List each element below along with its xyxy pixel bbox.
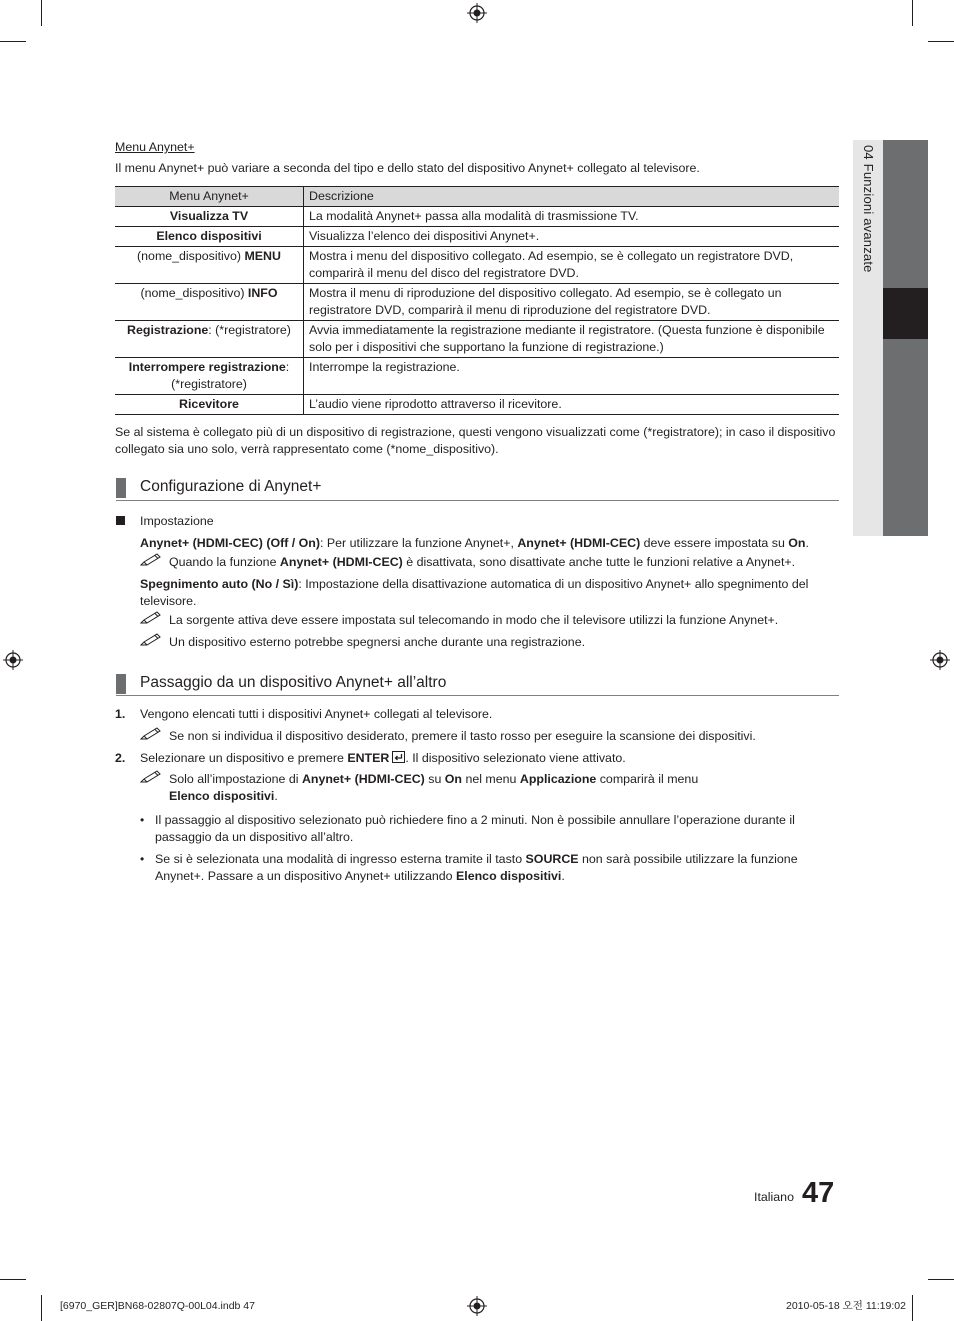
crop-mark: [928, 41, 954, 42]
note-scansione: Se non si individua il dispositivo desiderato, premere il tasto rosso per eseguire la scansione dei dispositivi.: [169, 729, 756, 743]
section-divider: [116, 695, 839, 696]
chapter-tab-block: [883, 140, 928, 288]
table-cell-description: Avvia immediatamente la registrazione mediante il registratore. (Questa funzione è disponibile solo per i dispositivi che supportano la funzione di registrazione.): [304, 321, 840, 358]
crop-mark: [928, 1279, 954, 1280]
recorder-note-paragraph: Se al sistema è collegato più di un dispositivo di registrazione, questi vengono visualizzati come (*registratore); in caso il dispositivo collegato sia uno solo, verrà rappresentato come (*nome_dispositivo).: [115, 425, 836, 456]
section-title-configurazione: Configurazione di Anynet+: [140, 478, 322, 495]
section-title-passaggio: Passaggio da un dispositivo Anynet+ all’altro: [140, 674, 447, 691]
bullet-passaggio-tempo: Il passaggio al dispositivo selezionato può richiedere fino a 2 minuti. Non è possibile annullare l’operazione durante il passaggio da un dispositivo all’altro.: [155, 813, 795, 844]
menu-anynet-heading: Menu Anynet+: [115, 140, 195, 154]
crop-mark: [912, 1295, 913, 1321]
registration-mark-icon: [3, 650, 23, 670]
table-cell-menu: Registrazione: (*registratore): [115, 321, 304, 358]
table-cell-menu: (nome_dispositivo) INFO: [115, 284, 304, 321]
table-cell-menu: Interrompere registrazione: (*registratore): [115, 358, 304, 395]
note-pencil-icon: [140, 770, 162, 784]
step-number: 2.: [115, 751, 126, 765]
note-pencil-icon: [140, 633, 162, 647]
registration-mark-icon: [467, 1296, 487, 1316]
table-header-cell: Menu Anynet+: [115, 187, 304, 207]
round-bullet-icon: •: [140, 852, 145, 866]
bullet-source: Se si è selezionata una modalità di ingresso esterna tramite il tasto SOURCE non sarà possibile utilizzare la funzione Anynet+. Passare a un dispositivo Anynet+ utilizzando Elenco dispositivi.: [155, 852, 798, 883]
footer-language: Italiano: [754, 1190, 794, 1204]
table-header-row: [115, 187, 839, 207]
crop-mark: [41, 1295, 42, 1321]
chapter-tab-label: 04 Funzioni avanzate: [861, 145, 876, 273]
table-cell-menu: Elenco dispositivi: [115, 227, 304, 247]
note-sorgente-attiva: La sorgente attiva deve essere impostata sul telecomando in modo che il televisore utilizzi la funzione Anynet+.: [169, 613, 779, 627]
print-slug-date: 2010-05-18 오전 11:19:02: [786, 1300, 906, 1312]
table-row: [115, 247, 839, 284]
table-row: [115, 358, 839, 395]
table-cell-description: Interrompe la registrazione.: [304, 358, 840, 395]
table-row: [115, 207, 839, 227]
round-bullet-icon: •: [140, 813, 145, 827]
registration-mark-icon: [467, 3, 487, 23]
table-row: [115, 284, 839, 321]
step-2-text: Selezionare un dispositivo e premere ENTER . Il dispositivo selezionato viene attivato.: [140, 751, 626, 765]
step-1-text: Vengono elencati tutti i dispositivi Anynet+ collegati al televisore.: [140, 707, 493, 721]
table-row: [115, 321, 839, 358]
step-number: 1.: [115, 707, 126, 721]
anynet-menu-table: [115, 186, 839, 415]
table-cell-menu: Ricevitore: [115, 395, 304, 415]
section-divider: [116, 500, 839, 501]
table-row: [115, 395, 839, 415]
spegnimento-auto-paragraph: Spegnimento auto (No / Sì): Impostazione della disattivazione automatica di un dispositivo Anynet+ allo spegnimento del televisore.: [140, 577, 809, 608]
note-dispositivo-esterno: Un dispositivo esterno potrebbe spegnersi anche durante una registrazione.: [169, 635, 586, 649]
table-cell-menu: Visualizza TV: [115, 207, 304, 227]
menu-intro-text: Il menu Anynet+ può variare a seconda del tipo e dello stato del dispositivo Anynet+ collegato al televisore.: [115, 161, 700, 175]
table-header-cell: Descrizione: [304, 187, 840, 207]
table-cell-description: L’audio viene riprodotto attraverso il ricevitore.: [304, 395, 840, 415]
chapter-tab-block: [883, 339, 928, 536]
note-pencil-icon: [140, 553, 162, 567]
note-hdmi-cec-off: Quando la funzione Anynet+ (HDMI-CEC) è disattivata, sono disattivate anche tutte le funzioni relative a Anynet+.: [169, 555, 796, 569]
page-number: 47: [802, 1177, 835, 1209]
registration-mark-icon: [930, 650, 950, 670]
note-applicazione: Solo all’impostazione di Anynet+ (HDMI-CEC) su On nel menu Applicazione comparirà il menu Elenco dispositivi.: [169, 772, 699, 803]
table-cell-description: Visualizza l’elenco dei dispositivi Anynet+.: [304, 227, 840, 247]
crop-mark: [41, 0, 42, 26]
note-pencil-icon: [140, 611, 162, 625]
table-cell-description: La modalità Anynet+ passa alla modalità di trasmissione TV.: [304, 207, 840, 227]
crop-mark: [0, 41, 26, 42]
note-pencil-icon: [140, 727, 162, 741]
crop-mark: [0, 1279, 26, 1280]
section-marker: [116, 674, 126, 694]
table-cell-description: Mostra il menu di riproduzione del dispositivo collegato. Ad esempio, se è collegato un registratore DVD, comparirà il menu di riproduzione del registratore DVD.: [304, 284, 840, 321]
anynet-hdmi-cec-paragraph: Anynet+ (HDMI-CEC) (Off / On): Per utilizzare la funzione Anynet+, Anynet+ (HDMI-CEC) deve essere impostata su On.: [140, 536, 809, 550]
table-cell-description: Mostra i menu del dispositivo collegato. Ad esempio, se è collegato un registratore DVD, comparirà il menu del disco del registratore DVD.: [304, 247, 840, 284]
table-cell-menu: (nome_dispositivo) MENU: [115, 247, 304, 284]
square-bullet-icon: [116, 516, 125, 525]
bullet-impostazione: Impostazione: [140, 514, 214, 528]
print-slug-file: [6970_GER]BN68-02807Q-00L04.indb 47: [60, 1300, 255, 1312]
crop-mark: [912, 0, 913, 26]
chapter-tab-active-block: [883, 288, 928, 339]
section-marker: [116, 478, 126, 498]
enter-key-icon: [392, 751, 405, 763]
table-row: [115, 227, 839, 247]
